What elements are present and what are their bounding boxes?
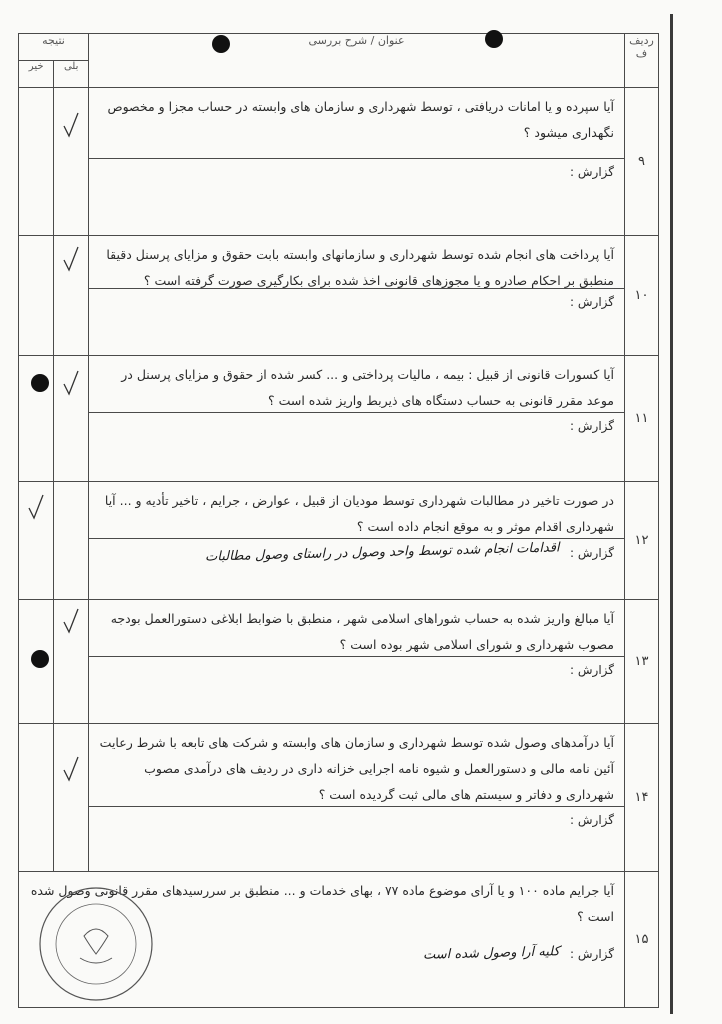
item-row-12 [19, 482, 659, 600]
report-label: گزارش : [570, 165, 614, 179]
item-number: ۹ [625, 88, 659, 236]
council-seal-stamp [36, 884, 156, 1004]
punch-hole-icon [212, 35, 230, 53]
item-number: ۱۵ [625, 872, 659, 1008]
item-number: ۱۴ [625, 724, 659, 872]
yes-cell[interactable] [54, 88, 89, 236]
item-content [89, 236, 625, 356]
report-section [89, 413, 624, 439]
no-header: خیر [28, 61, 44, 72]
item-row-9 [19, 88, 659, 236]
item-number: ۱۰ [625, 236, 659, 356]
item-question: آیا جرایم ماده ۱۰۰ و یا آرای موضوع ماده ۷۷ ، بهای خدمات و ... منطبق بر سررسیدهای مقرر قانونی وصول شده است ؟ [30, 883, 614, 924]
checkmark-icon [62, 368, 80, 398]
report-section [89, 657, 624, 683]
item-row-11 [19, 356, 659, 482]
row-number-header: ردیف ف [625, 34, 659, 88]
checkmark-icon [62, 754, 80, 784]
no-cell[interactable] [19, 236, 54, 356]
handwritten-report: اقدامات انجام شده توسط واحد وصول در راستای وصول مطالبات [205, 540, 561, 565]
result-label: نتیجه [19, 34, 88, 61]
item-content [89, 482, 625, 600]
no-cell[interactable] [19, 88, 54, 236]
item-question: آیا پرداخت های انجام شده توسط شهرداری و سازمانهای وابسته بابت حقوق و مزایای پرسنل دقیقا منطبق بر احکام صادره و یا مجوزهای قانونی اخذ شده برای بکارگیری صورت گرفته است ؟ [106, 247, 614, 288]
item-question: آیا سپرده و یا امانات دریافتی ، توسط شهرداری و سازمان های وابسته در حساب مجزا و مخصوص نگهداری میشود ؟ [107, 99, 614, 140]
report-section [89, 159, 624, 185]
report-section [89, 807, 624, 833]
report-section [89, 539, 624, 566]
punch-hole-icon [31, 374, 49, 392]
no-cell[interactable] [19, 482, 54, 600]
item-question: آیا مبالغ واریز شده به حساب شوراهای اسلامی شهر ، منطبق با ضوابط ابلاغی دستورالعمل بودجه مصوب شهرداری و شورای اسلامی شهر بوده است ؟ [110, 611, 614, 652]
report-label: گزارش : [570, 545, 614, 560]
item-content [89, 724, 625, 872]
review-form-table [18, 33, 659, 1008]
yes-cell[interactable] [54, 236, 89, 356]
item-content [89, 600, 625, 724]
punch-hole-icon [31, 650, 49, 668]
item-number: ۱۲ [625, 482, 659, 600]
report-label: گزارش : [570, 813, 614, 827]
item-question: آیا کسورات قانونی از قبیل : بیمه ، مالیات پرداختی و ... کسر شده از حقوق و مزایای پرسنل در موعد مقرر قانونی به حساب دستگاه های ذیربط واریز شده است ؟ [121, 367, 614, 408]
item-number: ۱۱ [625, 356, 659, 482]
yes-cell[interactable] [54, 600, 89, 724]
item-row-13 [19, 600, 659, 724]
result-header [19, 34, 89, 88]
yes-cell[interactable] [54, 724, 89, 872]
no-cell[interactable] [19, 724, 54, 872]
item-number: ۱۳ [625, 600, 659, 724]
yes-header: بلی [54, 61, 88, 88]
header-row [19, 34, 659, 88]
item-content [89, 356, 625, 482]
report-label: گزارش : [570, 946, 614, 961]
yes-cell[interactable] [54, 482, 89, 600]
report-label: گزارش : [570, 419, 614, 433]
checkmark-icon [27, 492, 45, 522]
report-label: گزارش : [570, 295, 614, 309]
checkmark-icon [62, 110, 80, 140]
item-question: آیا درآمدهای وصول شده توسط شهرداری و سازمان های وابسته و شرکت های تابعه با شرط رعایت آئین نامه مالی و دستورالعمل و شیوه نامه اجرایی خزانه داری در ردیف های درآمدی مصوب شهرداری و دفاتر و سیستم های مالی ثبت گردیده است ؟ [99, 735, 614, 802]
item-content [89, 88, 625, 236]
page-edge [670, 14, 673, 1014]
checkmark-icon [62, 244, 80, 274]
report-label: گزارش : [570, 663, 614, 677]
yes-cell[interactable] [54, 356, 89, 482]
checkmark-icon [62, 606, 80, 636]
item-question: در صورت تاخیر در مطالبات شهرداری توسط مودیان از قبیل ، عوارض ، جرایم ، تاخیر تأدیه و ... آیا شهرداری اقدام موثر و به موقع انجام داده است ؟ [104, 493, 614, 534]
title-header: عنوان / شرح بررسی [89, 34, 625, 88]
punch-hole-icon [485, 30, 503, 48]
item-row-10 [19, 236, 659, 356]
handwritten-report: کلیه آرا وصول شده است [423, 944, 561, 963]
item-row-14 [19, 724, 659, 872]
